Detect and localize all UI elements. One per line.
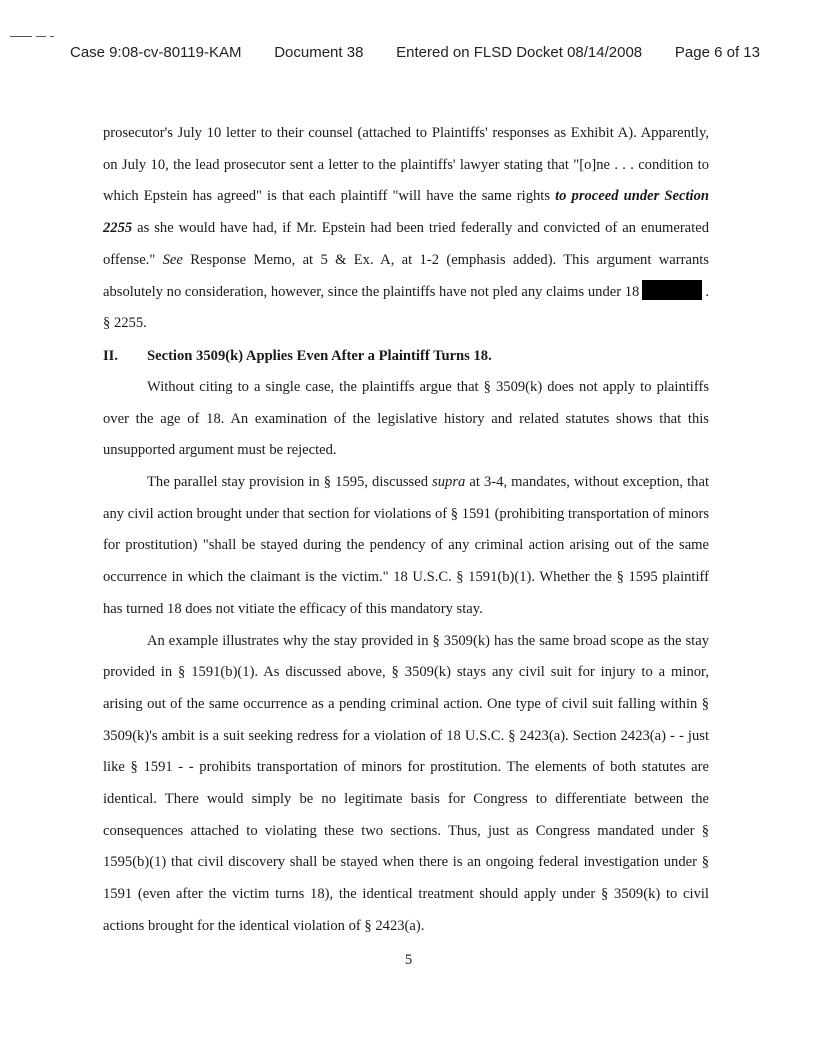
- citation-signal: See: [162, 251, 183, 268]
- entered-docket: Entered on FLSD Docket 08/14/2008: [396, 44, 643, 61]
- section-heading: [103, 341, 709, 372]
- paragraph: Without citing to a single case, the plaintiffs argue that § 3509(k) does not apply to plaintiffs over the age of 18. An examination of the legislative history and related statutes shows that this unsupported argument must be rejected.: [103, 378, 709, 459]
- case-number: Case 9:08-cv-80119-KAM: [70, 44, 242, 61]
- docket-header: [70, 44, 760, 61]
- paragraph-continuation: prosecutor's July 10 letter to their counsel (attached to Plaintiffs' responses as Exhibit A). Apparently, on July 10, the lead prosecutor sent a letter to the plaintiffs' lawyer stating that "[o]ne . . . condition to which Epstein has agreed" is that each plaintiff "will have the same rights to proceed under Section 2255 as she would have had, if Mr. Epstein had been tried federally and convicted of an enumerated offense." See Response Memo, at 5 & Ex. A, at 1-2 (emphasis added). This argument warrants absolutely no consideration, however, since the plaintiffs have not pled any claims under 18 . § 2255.: [103, 125, 709, 332]
- page-indicator: Page 6 of 13: [674, 44, 760, 61]
- paragraph: An example illustrates why the stay provided in § 3509(k) has the same broad scope as the stay provided in § 1591(b)(1). As discussed above, § 3509(k) stays any civil suit for injury to a minor, arising out of the same occurrence as a pending criminal action. One type of civil suit falling within § 3509(k)'s ambit is a suit seeking redress for a violation of 18 U.S.C. § 2423(a). Section 2423(a) - - just like § 1591 - - prohibits transportation of minors for prostitution. The elements of both statutes are identical. There would simply be no legitimate basis for Congress to differentiate between the consequences attached to violating these two sections. Thus, just as Congress mandated under § 1595(b)(1) that civil discovery shall be stayed when there is an ongoing federal investigation under § 1591 (even after the victim turns 18), the identical treatment should apply under § 3509(k) to civil actions brought for the identical violation of § 2423(a).: [103, 632, 709, 934]
- section-number: II.: [103, 347, 119, 364]
- emphasis-text: to proceed under Section 2255: [103, 188, 709, 237]
- document-number: Document 38: [274, 44, 364, 61]
- paragraph: The parallel stay provision in § 1595, discussed supra at 3-4, mandates, without exception, that any civil action brought under that section for violations of § 1591 (prohibiting transportation of minors for prostitution) "shall be stayed during the pendency of any criminal action arising out of the same occurrence in which the claimant is the victim." 18 U.S.C. § 1591(b)(1). Whether the § 1595 plaintiff has turned 18 does not vitiate the efficacy of this mandatory stay.: [103, 474, 709, 617]
- document-body: [103, 118, 709, 943]
- redaction-box: [642, 280, 702, 300]
- scan-artifact: [10, 36, 90, 42]
- italic-text: supra: [432, 474, 466, 491]
- section-title: Section 3509(k) Applies Even After a Plaintiff Turns 18.: [147, 347, 492, 364]
- page-number: 5: [404, 952, 413, 968]
